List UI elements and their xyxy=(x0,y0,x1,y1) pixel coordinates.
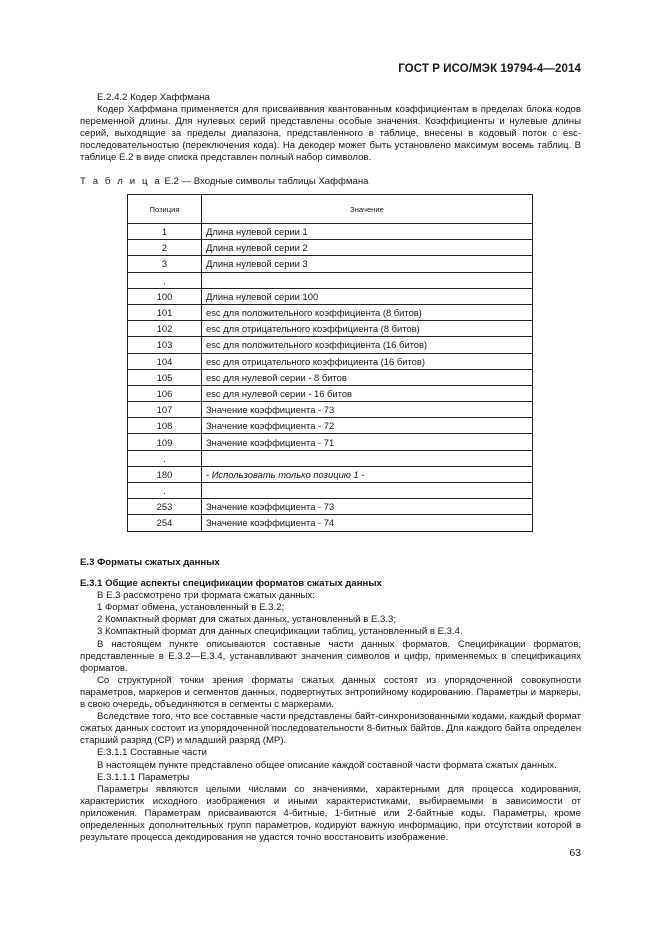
table-row xyxy=(128,337,533,353)
cell-position: 104 xyxy=(128,353,202,369)
cell-value: Значение коэффициента - 72 xyxy=(202,418,533,434)
section-e3 xyxy=(80,557,581,844)
list-item-1: 1 Формат обмена, установленный в Е.3.2; xyxy=(97,602,285,614)
cell-value: Значение коэффициента - 73 xyxy=(202,499,533,515)
subsection-heading: E.2.4.2 Кодер Хаффмана xyxy=(97,92,210,103)
cell-value xyxy=(202,483,533,499)
cell-position: 254 xyxy=(128,515,202,531)
table-row xyxy=(128,304,533,320)
page-number: 63 xyxy=(569,847,581,859)
cell-value: Длина нулевой серии 3 xyxy=(202,256,533,272)
table-body xyxy=(128,224,533,532)
list-intro: В Е.3 рассмотрено три формата сжатых данных: xyxy=(97,590,315,602)
table-header-row xyxy=(128,195,533,224)
table-row xyxy=(128,321,533,337)
table-caption-text: Е.2 — Входные символы таблицы Хаффмана xyxy=(161,176,369,187)
cell-value: esc для положительного коэффициента (16 битов) xyxy=(202,337,533,353)
cell-position: 3 xyxy=(128,256,202,272)
list-item-2: 2 Компактный формат для сжатых данных, установленный в Е.3.3; xyxy=(97,614,397,626)
intro-paragraph: Кодер Хаффмана применяется для присваивания квантованным коэффициентам в пределах блока кодов переменной длины. Для нулевых серий представлены особые значения. Коэффициенты и нулевые длины серий, выходящие за пределы диапазона, представленного в таблице, внесены в кодовый поток с esc-последовательностью (переключения кода). На декодер может быть установлено максимум восемь таблиц. В таблице Е.2 в виде списка представлен полный набор символов. xyxy=(80,104,581,164)
cell-position: 253 xyxy=(128,499,202,515)
cell-value xyxy=(202,272,533,288)
table-row xyxy=(128,240,533,256)
cell-position: 100 xyxy=(128,288,202,304)
intro-block xyxy=(80,92,581,165)
table-row xyxy=(128,466,533,482)
cell-value: esc для нулевой серии - 16 битов xyxy=(202,385,533,401)
paragraph-5: Параметры являются целыми числами со значениями, характерными для процесса кодирования, характеристик исходного изображения и иными характеристиками, выбираемыми в зависимости от приложения. Параметрам присваиваются 4-битные, 1-битные или 2-байтные коды. Параметры, кроме определенных дополнительных групп параметров, кодируют важную информацию, при отсутствии которой в результате процесса декодирования не удастся точно восстановить изображение. xyxy=(80,783,581,844)
cell-position: 106 xyxy=(128,385,202,401)
list-item-3: 3 Компактный формат для данных спецификации таблиц, установленный в Е.3.4. xyxy=(97,626,463,638)
section-title: Е.3 Форматы сжатых данных xyxy=(80,557,220,568)
cell-value xyxy=(202,450,533,466)
cell-value: Значение коэффициента - 71 xyxy=(202,434,533,450)
cell-value: Длина нулевой серии 100 xyxy=(202,288,533,304)
table-row xyxy=(128,483,533,499)
table-row xyxy=(128,369,533,385)
cell-value: - Использовать только позицию 1 - xyxy=(202,466,533,482)
subsection-heading-components: Е.3.1.1 Составные части xyxy=(97,747,207,759)
huffman-symbol-table xyxy=(127,194,533,532)
paragraph-4: В настоящем пункте представлено общее описание каждой составной части формата сжатых данных. xyxy=(97,759,557,771)
cell-position: 107 xyxy=(128,402,202,418)
subsection-heading-parameters: Е.3.1.1.1 Параметры xyxy=(97,771,190,783)
cell-value: esc для положительного коэффициента (8 битов) xyxy=(202,304,533,320)
cell-position: . xyxy=(128,450,202,466)
cell-value: esc для нулевой серии - 8 битов xyxy=(202,369,533,385)
document-header: ГОСТ Р ИСО/МЭК 19794-4—2014 xyxy=(398,63,581,75)
cell-value: esc для отрицательного коэффициента (16 битов) xyxy=(202,353,533,369)
cell-position: 102 xyxy=(128,321,202,337)
cell-value: Длина нулевой серии 1 xyxy=(202,224,533,240)
cell-position: 103 xyxy=(128,337,202,353)
cell-value: Значение коэффициента - 74 xyxy=(202,515,533,531)
cell-position: 105 xyxy=(128,369,202,385)
cell-position: 180 xyxy=(128,466,202,482)
cell-position: . xyxy=(128,272,202,288)
cell-value: Значение коэффициента - 73 xyxy=(202,402,533,418)
table-caption xyxy=(80,176,368,187)
header-value: Значение xyxy=(202,195,533,224)
header-position: Позиция xyxy=(128,195,202,224)
cell-position: 2 xyxy=(128,240,202,256)
cell-value: esc для отрицательного коэффициента (8 битов) xyxy=(202,321,533,337)
table-row xyxy=(128,256,533,272)
table-row xyxy=(128,288,533,304)
table-caption-prefix: Т а б л и ц а xyxy=(80,176,162,187)
paragraph-3: Вследствие того, что все составные части представлены байт-синхронизованными кодами, каждый формат сжатых данных состоит из упорядоченной последовательности 8-битных байтов. Для каждого байта определен старший разряд (СР) и младший разряд (МР). xyxy=(80,711,581,747)
table-row xyxy=(128,353,533,369)
table-row xyxy=(128,450,533,466)
table-row xyxy=(128,224,533,240)
table-row xyxy=(128,272,533,288)
table-row xyxy=(128,515,533,531)
cell-position: 108 xyxy=(128,418,202,434)
table-row xyxy=(128,402,533,418)
paragraph-1: В настоящем пункте описываются составные части данных форматов. Спецификации форматов, представленные в Е.3.2—Е.3.4, устанавливают значения символов и цифр, применяемых в спецификациях форматов. xyxy=(80,638,581,674)
cell-position: 109 xyxy=(128,434,202,450)
table-row xyxy=(128,418,533,434)
cell-position: 1 xyxy=(128,224,202,240)
cell-position: . xyxy=(128,483,202,499)
table-row xyxy=(128,499,533,515)
cell-value: Длина нулевой серии 2 xyxy=(202,240,533,256)
section-subtitle: Е.3.1 Общие аспекты спецификации форматов сжатых данных xyxy=(80,578,382,590)
paragraph-2: Со структурной точки зрения форматы сжатых данных состоят из упорядоченной совокупности параметров, маркеров и сегментов данных, подвергнутых энтропийному кодированию. Параметры и маркеры, в свою очередь, объединяются в сегменты с маркерами. xyxy=(80,674,581,711)
cell-position: 101 xyxy=(128,304,202,320)
table-row xyxy=(128,385,533,401)
table-row xyxy=(128,434,533,450)
